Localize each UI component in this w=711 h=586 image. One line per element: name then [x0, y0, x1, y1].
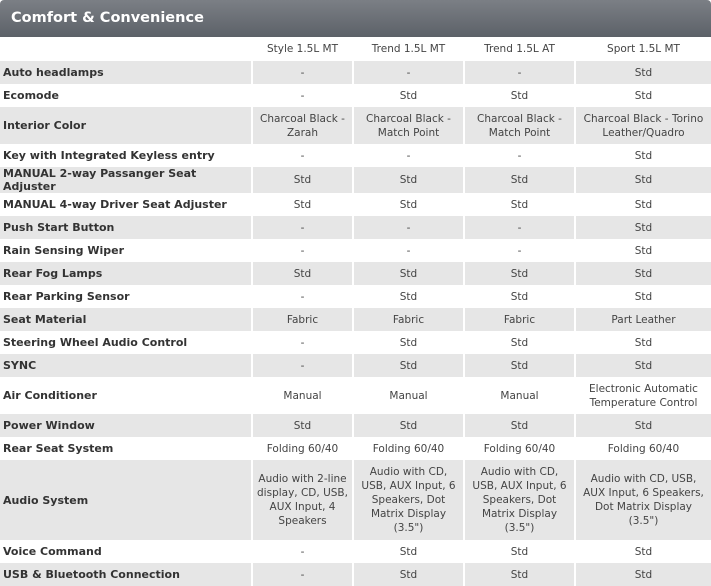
spec-value-cell: Std [353, 285, 464, 308]
feature-column-header [0, 37, 252, 61]
spec-value-cell: - [464, 239, 575, 262]
spec-value-cell: Std [575, 167, 711, 193]
table-row [0, 331, 711, 354]
table-row [0, 107, 711, 144]
feature-label: Rain Sensing Wiper [0, 239, 252, 262]
feature-label: Rear Parking Sensor [0, 285, 252, 308]
spec-value-cell: - [464, 144, 575, 167]
spec-value-cell: Charcoal Black - Torino Leather/Quadro [575, 107, 711, 144]
table-row [0, 308, 711, 331]
spec-value-cell: Audio with 2-line display, CD, USB, AUX Input, 4 Speakers [252, 460, 353, 540]
spec-value-cell: Std [353, 354, 464, 377]
feature-label: Steering Wheel Audio Control [0, 331, 252, 354]
spec-value-cell: - [353, 216, 464, 239]
spec-value-cell: Audio with CD, USB, AUX Input, 6 Speakers, Dot Matrix Display (3.5") [575, 460, 711, 540]
feature-label: SYNC [0, 354, 252, 377]
spec-value-cell: - [252, 84, 353, 107]
table-row [0, 144, 711, 167]
spec-value-cell: - [252, 144, 353, 167]
spec-value-cell: Folding 60/40 [464, 437, 575, 460]
spec-value-cell: Audio with CD, USB, AUX Input, 6 Speakers, Dot Matrix Display (3.5") [464, 460, 575, 540]
column-header-trend-mt: Trend 1.5L MT [353, 37, 464, 61]
spec-value-cell: Charcoal Black - Match Point [464, 107, 575, 144]
spec-value-cell: Std [575, 354, 711, 377]
column-header-sport-mt: Sport 1.5L MT [575, 37, 711, 61]
feature-label: Interior Color [0, 107, 252, 144]
spec-value-cell: Std [353, 167, 464, 193]
spec-value-cell: Fabric [252, 308, 353, 331]
table-row [0, 460, 711, 540]
spec-value-cell: Std [464, 167, 575, 193]
spec-value-cell: Std [353, 563, 464, 586]
spec-value-cell: Std [464, 262, 575, 285]
feature-label: MANUAL 2-way Passanger Seat Adjuster [0, 167, 252, 193]
spec-value-cell: - [353, 61, 464, 84]
spec-value-cell: Std [464, 285, 575, 308]
feature-label: Push Start Button [0, 216, 252, 239]
spec-value-cell: Folding 60/40 [575, 437, 711, 460]
feature-label: Ecomode [0, 84, 252, 107]
spec-value-cell: Manual [464, 377, 575, 414]
spec-value-cell: Std [252, 193, 353, 216]
feature-label: Power Window [0, 414, 252, 437]
table-row [0, 414, 711, 437]
spec-value-cell: Std [575, 239, 711, 262]
spec-table [0, 37, 711, 586]
spec-value-cell: Std [353, 193, 464, 216]
spec-value-cell: Std [353, 262, 464, 285]
spec-value-cell: - [252, 285, 353, 308]
spec-value-cell: - [252, 239, 353, 262]
feature-label: Audio System [0, 460, 252, 540]
spec-value-cell: - [353, 144, 464, 167]
spec-value-cell: Std [464, 540, 575, 563]
spec-value-cell: Std [575, 563, 711, 586]
feature-label: Seat Material [0, 308, 252, 331]
table-row [0, 354, 711, 377]
feature-label: Air Conditioner [0, 377, 252, 414]
spec-value-cell: Std [575, 144, 711, 167]
spec-value-cell: Manual [353, 377, 464, 414]
table-row [0, 239, 711, 262]
spec-value-cell: Std [353, 84, 464, 107]
spec-value-cell: Std [353, 414, 464, 437]
feature-label: Rear Fog Lamps [0, 262, 252, 285]
spec-value-cell: Std [252, 414, 353, 437]
column-header-trend-at: Trend 1.5L AT [464, 37, 575, 61]
table-row [0, 377, 711, 414]
spec-value-cell: Std [464, 414, 575, 437]
spec-value-cell: - [464, 216, 575, 239]
spec-value-cell: Std [575, 414, 711, 437]
spec-value-cell: Std [575, 84, 711, 107]
spec-value-cell: Std [464, 193, 575, 216]
table-row [0, 285, 711, 308]
spec-value-cell: - [252, 216, 353, 239]
spec-value-cell: Std [353, 331, 464, 354]
spec-value-cell: - [252, 354, 353, 377]
spec-value-cell: Manual [252, 377, 353, 414]
spec-value-cell: Fabric [353, 308, 464, 331]
feature-label: Key with Integrated Keyless entry [0, 144, 252, 167]
feature-label: MANUAL 4-way Driver Seat Adjuster [0, 193, 252, 216]
spec-value-cell: Part Leather [575, 308, 711, 331]
spec-value-cell: - [464, 61, 575, 84]
spec-value-cell: Electronic Automatic Temperature Control [575, 377, 711, 414]
table-row [0, 563, 711, 586]
feature-label: USB & Bluetooth Connection [0, 563, 252, 586]
feature-label: Auto headlamps [0, 61, 252, 84]
spec-value-cell: Std [575, 61, 711, 84]
feature-label: Rear Seat System [0, 437, 252, 460]
spec-value-cell: Std [464, 331, 575, 354]
spec-value-cell: - [252, 61, 353, 84]
table-row [0, 262, 711, 285]
spec-value-cell: Charcoal Black - Zarah [252, 107, 353, 144]
section-header: Comfort & Convenience [0, 0, 711, 37]
spec-value-cell: Folding 60/40 [252, 437, 353, 460]
table-row [0, 84, 711, 107]
spec-value-cell: Std [252, 262, 353, 285]
column-header-style-mt: Style 1.5L MT [252, 37, 353, 61]
spec-value-cell: Std [575, 285, 711, 308]
spec-value-cell: Std [575, 193, 711, 216]
table-row [0, 167, 711, 193]
spec-value-cell: Std [464, 84, 575, 107]
spec-value-cell: Std [252, 167, 353, 193]
spec-value-cell: Std [575, 540, 711, 563]
spec-value-cell: Std [575, 262, 711, 285]
table-row [0, 193, 711, 216]
table-row [0, 216, 711, 239]
spec-value-cell: Std [575, 216, 711, 239]
spec-value-cell: - [252, 540, 353, 563]
spec-value-cell: Std [353, 540, 464, 563]
table-row [0, 540, 711, 563]
spec-value-cell: - [252, 331, 353, 354]
table-row [0, 61, 711, 84]
spec-value-cell: Folding 60/40 [353, 437, 464, 460]
spec-value-cell: Fabric [464, 308, 575, 331]
spec-value-cell: Audio with CD, USB, AUX Input, 6 Speakers, Dot Matrix Display (3.5") [353, 460, 464, 540]
column-header-row [0, 37, 711, 61]
spec-value-cell: Charcoal Black - Match Point [353, 107, 464, 144]
spec-value-cell: Std [464, 354, 575, 377]
spec-value-cell: Std [575, 331, 711, 354]
spec-value-cell: - [353, 239, 464, 262]
table-row [0, 437, 711, 460]
spec-value-cell: Std [464, 563, 575, 586]
feature-label: Voice Command [0, 540, 252, 563]
spec-value-cell: - [252, 563, 353, 586]
